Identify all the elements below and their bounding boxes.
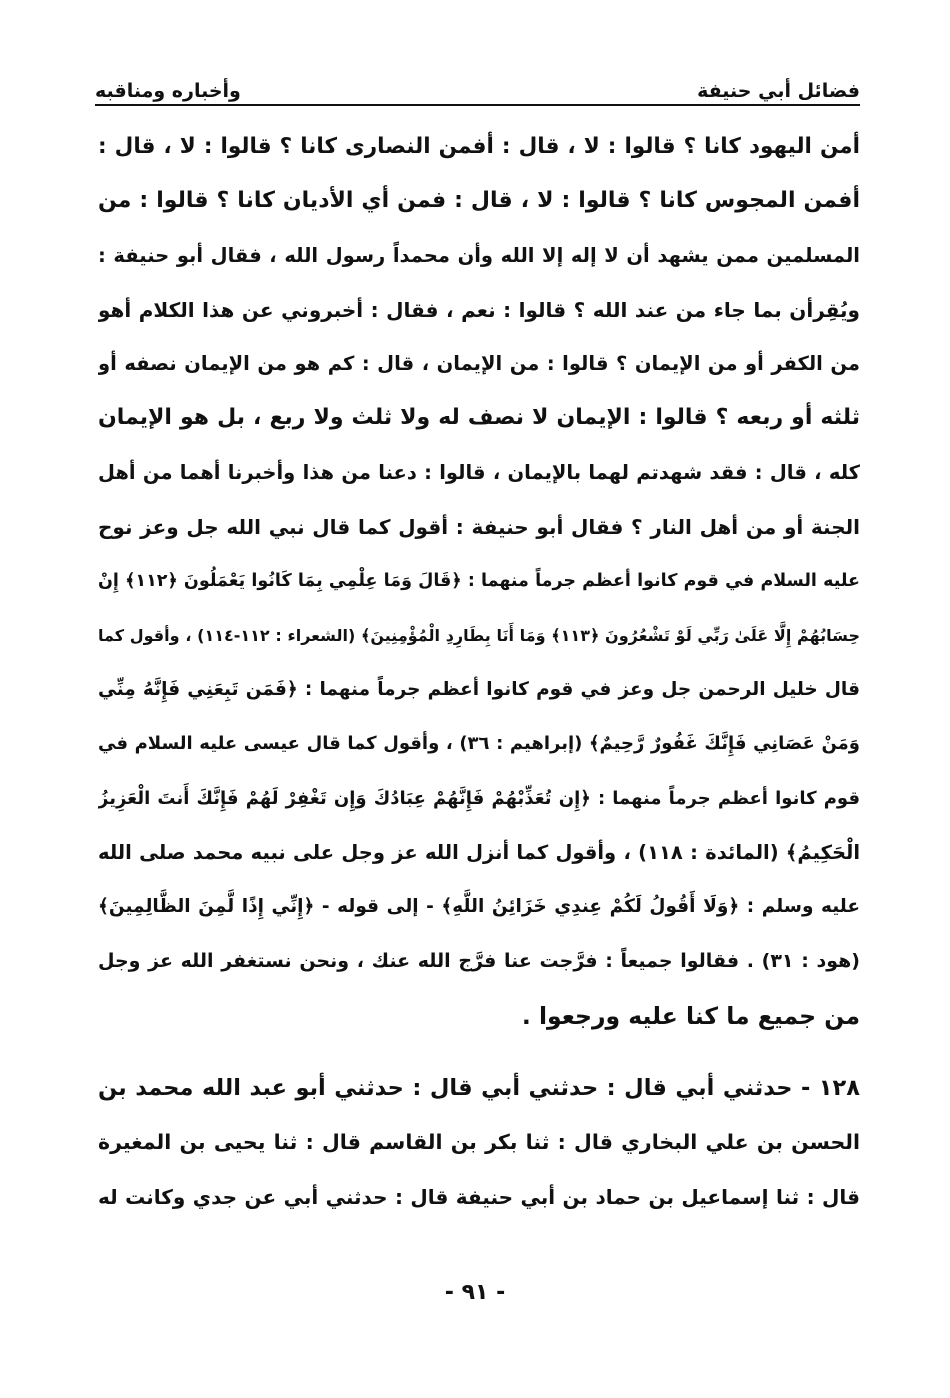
main-text — [98, 120, 860, 1224]
text-line: من جميع ما كنا عليه ورجعوا . — [521, 1001, 860, 1030]
text-line: قال خليل الرحمن جل وعز في قوم كانوا أعظم جرماً منهما : ﴿فَمَن تَبِعَنِي فَإِنَّهُ مِنِّي — [98, 678, 860, 700]
text-line: حِسَابُهُمْ إِلَّا عَلَىٰ رَبِّي لَوْ تَشْعُرُونَ ﴿١١٣﴾ وَمَا أَنَا بِطَارِدِ الْمُؤْمِنِينَ﴾ (الشعراء : ١١٢-١١٤) ، وأقول كما — [98, 625, 860, 645]
header-right-title: فضائل أبي حنيفة — [697, 80, 860, 102]
text-line: عليه وسلم : ﴿وَلَا أَقُولُ لَكُمْ عِندِي خَزَائِنُ اللَّهِ﴾ - إلى قوله - ﴿إِنِّي إِذًا لَّمِنَ الظَّالِمِينَ﴾ — [98, 896, 860, 918]
text-line: المسلمين ممن يشهد أن لا إله إلا الله وأن محمداً رسول الله ، فقال أبو حنيفة : — [98, 243, 860, 267]
page-number: - ٩١ - — [444, 1280, 506, 1305]
text-line: عليه السلام في قوم كانوا أعظم جرماً منهما : ﴿قَالَ وَمَا عِلْمِي بِمَا كَانُوا يَعْمَلُونَ ﴿١١٢﴾ إِنْ — [98, 571, 860, 592]
text-line: ويُقِرأن بما جاء من عند الله ؟ قالوا : نعم ، فقال : أخبروني عن هذا الكلام أهو — [98, 297, 860, 322]
header-divider — [95, 104, 860, 106]
text-line: أفمن المجوس كانا ؟ قالوا : لا ، قال : فمن أي الأديان كانا ؟ قالوا : من — [98, 188, 860, 214]
text-line: (هود : ٣١) . فقالوا جميعاً : فرَّجت عنا فرَّج الله عنك ، ونحن نستغفر الله عز وجل — [98, 950, 860, 973]
text-line: قال : ثنا إسماعيل بن حماد بن أبي حنيفة قال : حدثني أبي عن جدي وكانت له — [98, 1184, 860, 1209]
text-line: وَمَنْ عَصَانِي فَإِنَّكَ غَفُورٌ رَّحِيمٌ﴾ (إبراهيم : ٣٦) ، وأقول كما قال عيسى عليه السلام في — [98, 733, 860, 755]
text-line: ثلثه أو ربعه ؟ قالوا : الإيمان لا نصف له ولا ثلث ولا ربع ، بل هو الإيمان — [98, 405, 860, 431]
text-line: كله ، قال : فقد شهدتم لهما بالإيمان ، قالوا : دعنا من هذا وأخبرنا أهما من أهل — [98, 460, 860, 484]
text-line: أمن اليهود كانا ؟ قالوا : لا ، قال : أفمن النصارى كانا ؟ قالوا : لا ، قال : — [98, 134, 860, 159]
text-line: من الكفر أو من الإيمان ؟ قالوا : من الإيمان ، قال : كم هو من الإيمان نصفه أو — [98, 352, 860, 376]
text-line: الحسن بن علي البخاري قال : ثنا بكر بن القاسم قال : ثنا يحيى بن المغيرة — [98, 1130, 860, 1155]
text-line: قوم كانوا أعظم جرماً منهما : ﴿إِن تُعَذِّبْهُمْ فَإِنَّهُمْ عِبَادُكَ وَإِن تَغْفِرْ لَهُمْ فَإِنَّكَ أَنتَ الْعَزِيزُ — [98, 787, 860, 809]
header-left-title: وأخباره ومناقبه — [95, 80, 241, 102]
paragraph-gap — [98, 1043, 860, 1061]
text-line: الجنة أو من أهل النار ؟ فقال أبو حنيفة : أقول كما قال نبي الله جل وعز نوح — [98, 515, 860, 540]
text-line: الْحَكِيمُ﴾ (المائدة : ١١٨) ، وأقول كما أنزل الله عز وجل على نبيه محمد صلى الله — [98, 840, 860, 864]
running-header — [95, 62, 860, 102]
text-line: ١٢٨ - حدثني أبي قال : حدثني أبي قال : حدثني أبو عبد الله محمد بن — [98, 1075, 860, 1102]
